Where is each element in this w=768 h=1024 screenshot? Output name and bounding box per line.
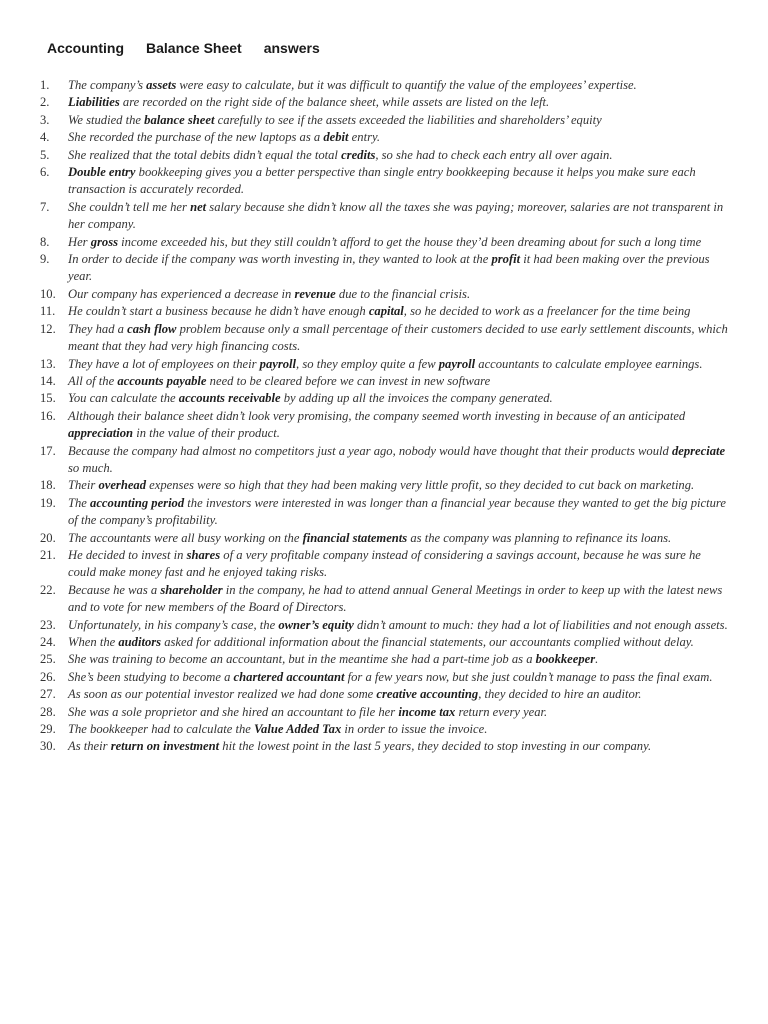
item-number: 22. [40, 582, 56, 597]
sentence-text: The bookkeeper had to calculate the [68, 722, 255, 737]
list-item [40, 286, 730, 303]
sentence-text: They have a lot of employees on their [68, 356, 260, 371]
item-number: 24. [40, 635, 56, 649]
answer-term: bookkeeper [535, 652, 596, 667]
sentence-text: She couldn’t tell me her [68, 199, 191, 214]
item-number: 18. [40, 478, 56, 493]
list-item [40, 530, 730, 547]
sentence-text: She’s been studying to become a [68, 669, 234, 684]
sentence-text: The accountants were all busy working on the [68, 530, 303, 545]
item-sentence [68, 303, 730, 320]
item-number: 13. [40, 356, 56, 371]
list-item [40, 251, 730, 286]
sentence-text: She recorded the purchase of the new laptops as a [68, 130, 324, 145]
answer-term: overhead [98, 478, 147, 493]
list-item [40, 94, 730, 111]
item-sentence [68, 321, 730, 356]
item-sentence [68, 94, 730, 111]
item-number: 15. [40, 391, 56, 406]
answer-term: creative accounting [376, 687, 479, 702]
item-sentence [68, 704, 730, 721]
answer-term: accounting period [90, 495, 185, 510]
list-item [40, 356, 730, 373]
sentence-text: In order to decide if the company was worth investing in, they wanted to look at the [68, 252, 492, 267]
answer-term: payroll [259, 356, 297, 371]
answer-term: shares [186, 547, 221, 562]
list-item [40, 477, 730, 494]
sentence-text: The [68, 495, 91, 510]
answer-term: Value Added Tax [254, 722, 342, 737]
sentence-text: The company’s [68, 78, 147, 92]
sentence-text: , so they employ quite a few [296, 356, 439, 371]
item-sentence [68, 738, 730, 755]
sentence-text: He decided to invest in [68, 547, 187, 562]
sentence-text: for a few years now, but she just couldn’t manage to pass the final exam. [344, 669, 713, 684]
item-number: 14. [40, 373, 56, 388]
list-item [40, 164, 730, 199]
item-number: 27. [40, 687, 56, 702]
answer-term: capital [368, 304, 404, 319]
item-sentence [68, 617, 730, 634]
list-item [40, 443, 730, 478]
list-item [40, 617, 730, 634]
item-sentence [68, 286, 730, 303]
list-item [40, 112, 730, 129]
answer-term: profit [491, 252, 521, 267]
list-item [40, 582, 730, 617]
item-sentence [68, 547, 730, 582]
page-title [47, 40, 320, 56]
sentence-text: Because the company had almost no competitors just a year ago, nobody would have thought that their products would [68, 443, 672, 458]
answer-term: net [190, 199, 207, 214]
answer-term: revenue [294, 286, 336, 301]
item-number: 19. [40, 495, 56, 510]
answer-term: income tax [398, 704, 456, 719]
sentence-text: bookkeeping gives you a better perspective than single entry bookkeeping because it helps you make sure each transaction is accurately recorded. [68, 165, 696, 197]
sentence-text: She realized that the total debits didn’t equal the total [68, 147, 342, 162]
title-word-answers: answers [263, 40, 320, 56]
answer-term: return on investment [110, 739, 220, 754]
answer-term: shareholder [160, 582, 223, 597]
list-item [40, 147, 730, 164]
sentence-text: as the company was planning to refinance its loans. [407, 530, 672, 545]
item-sentence [68, 651, 730, 668]
answer-term: cash flow [127, 321, 177, 336]
item-sentence [68, 634, 730, 651]
item-number: 20. [40, 530, 56, 545]
answer-term: Double entry [68, 165, 136, 180]
item-sentence [68, 112, 730, 129]
answer-term: gross [90, 234, 119, 249]
item-sentence [68, 251, 730, 286]
item-number: 11. [40, 304, 56, 319]
sentence-text: Unfortunately, in his company’s case, the [68, 617, 279, 632]
sentence-text: Her [68, 234, 91, 249]
sentence-text: , they decided to hire an auditor. [478, 687, 642, 702]
list-item [40, 321, 730, 356]
sentence-text: As their [68, 739, 111, 754]
item-sentence [68, 164, 730, 199]
list-item [40, 651, 730, 668]
sentence-text: were easy to calculate, but it was difficult to quantify the value of the employees’ expertise. [176, 78, 637, 92]
item-number: 23. [40, 617, 56, 632]
item-sentence [68, 356, 730, 373]
sentence-text: , so she had to check each entry all over again. [375, 147, 613, 162]
item-sentence [68, 686, 730, 703]
sentence-text: All of the [68, 373, 118, 388]
list-item [40, 547, 730, 582]
sentence-text: You can calculate the [68, 391, 179, 406]
item-number: 10. [40, 286, 56, 301]
answer-term: accounts receivable [178, 391, 281, 406]
sentence-text: They had a [68, 321, 128, 336]
item-number: 9. [40, 252, 50, 267]
item-sentence [68, 129, 730, 146]
sentence-text: Because he was a [68, 582, 161, 597]
item-number: 28. [40, 704, 56, 719]
item-number: 26. [40, 669, 56, 684]
answer-term: accounts payable [117, 373, 207, 388]
sentence-text: in the company, he had to attend annual General Meetings in order to keep up with the latest news and to vote for new members of the Board of Directors. [68, 582, 723, 615]
sentence-text: She was a sole proprietor and she hired an accountant to file her [68, 704, 399, 719]
item-sentence [68, 669, 730, 686]
sentence-text: need to be cleared before we can invest in new software [206, 373, 491, 388]
item-number: 8. [40, 234, 50, 249]
item-sentence [68, 234, 730, 251]
sentence-text: entry. [348, 130, 381, 145]
list-item [40, 495, 730, 530]
list-item [40, 234, 730, 251]
list-item [40, 390, 730, 407]
item-number: 6. [40, 165, 50, 180]
sentence-text: of a very profitable company instead of considering a savings account, because he was sure he could make money fast and he enjoyed taking risks. [68, 547, 701, 580]
list-item [40, 686, 730, 703]
item-number: 4. [40, 130, 50, 145]
sentence-text: He couldn’t start a business because he didn’t have enough [68, 304, 369, 319]
sentence-text: return every year. [455, 704, 548, 719]
sentence-text: carefully to see if the assets exceeded the liabilities and shareholders’ equity [214, 112, 602, 127]
item-number: 30. [40, 739, 56, 754]
sentence-text: by adding up all the invoices the company generated. [280, 391, 553, 406]
sentence-text: asked for additional information about the financial statements, our accountants complied without delay. [161, 635, 694, 649]
sentence-text: . [595, 652, 599, 667]
item-sentence [68, 582, 730, 617]
item-number: 29. [40, 722, 56, 737]
answer-term: chartered accountant [233, 669, 345, 684]
item-sentence [68, 530, 730, 547]
answer-term: auditors [118, 635, 162, 649]
item-number: 3. [40, 112, 50, 127]
answer-term: balance sheet [144, 112, 215, 127]
sentence-text: hit the lowest point in the last 5 years, they decided to stop investing in our company. [219, 739, 652, 754]
item-sentence [68, 721, 730, 738]
sentence-text: Their [68, 478, 99, 493]
answer-term: depreciate [671, 443, 726, 458]
item-number: 2. [40, 95, 50, 110]
sentence-text: When the [68, 635, 119, 649]
list-item [40, 129, 730, 146]
item-sentence [68, 373, 730, 390]
item-sentence [68, 199, 730, 234]
item-number: 1. [40, 78, 50, 92]
sentence-text: salary because she didn’t know all the taxes she was paying; moreover, salaries are not transparent in her company. [68, 199, 724, 232]
sentence-text: so much. [68, 460, 113, 475]
item-number: 7. [40, 199, 50, 214]
answer-term: payroll [438, 356, 476, 371]
item-sentence [68, 477, 730, 494]
list-item [40, 303, 730, 320]
sentence-text: accountants to calculate employee earnings. [475, 356, 703, 371]
answer-term: debit [323, 130, 349, 145]
title-word-accounting: Accounting [47, 40, 124, 56]
sentence-text: As soon as our potential investor realized we had done some [68, 687, 377, 702]
item-sentence [68, 390, 730, 407]
sentence-text: are recorded on the right side of the balance sheet, while assets are listed on the left. [119, 95, 550, 110]
sentence-text: in the value of their product. [133, 426, 280, 441]
sentence-text: it had been making over the previous year. [68, 252, 710, 284]
title-word-balance-sheet: Balance Sheet [146, 40, 242, 56]
sentence-text: income exceeded his, but they still couldn’t afford to get the house they’d been dreaming about for such a long time [118, 234, 702, 249]
sentence-text: Our company has experienced a decrease in [68, 286, 295, 301]
sentence-text: , so he decided to work as a freelancer for the time being [403, 304, 691, 319]
item-number: 17. [40, 443, 56, 458]
item-sentence [68, 495, 730, 530]
item-number: 21. [40, 547, 56, 562]
answer-term: Liabilities [68, 95, 120, 110]
item-number: 12. [40, 321, 56, 336]
item-sentence [68, 443, 730, 478]
answer-term: financial statements [302, 530, 408, 545]
sentence-text: due to the financial crisis. [335, 286, 471, 301]
item-sentence [68, 77, 730, 94]
answer-term: credits [341, 147, 376, 162]
answer-list [40, 77, 730, 756]
sentence-text: She was training to become an accountant, but in the meantime she had a part-time job as a [68, 652, 536, 667]
list-item [40, 373, 730, 390]
item-sentence [68, 408, 730, 443]
answer-term: assets [146, 78, 177, 92]
list-item [40, 634, 730, 651]
item-number: 25. [40, 652, 56, 667]
list-item [40, 408, 730, 443]
list-item [40, 721, 730, 738]
sentence-text: expenses were so high that they had been making very little profit, so they decided to cut back on marketing. [146, 478, 695, 493]
list-item [40, 704, 730, 721]
item-sentence [68, 147, 730, 164]
list-item [40, 199, 730, 234]
list-item [40, 738, 730, 755]
answer-term: owner’s equity [278, 617, 354, 632]
item-number: 16. [40, 408, 56, 423]
sentence-text: Although their balance sheet didn’t look very promising, the company seemed worth investing in because of an anticipated [68, 408, 686, 423]
list-item [40, 77, 730, 94]
sentence-text: problem because only a small percentage of their customers decided to use early settlement discounts, which meant that they had very high financing costs. [68, 321, 728, 354]
sentence-text: didn’t amount to much: they had a lot of liabilities and not enough assets. [353, 617, 728, 632]
list-item [40, 669, 730, 686]
sentence-text: We studied the [68, 112, 145, 127]
item-number: 5. [40, 147, 50, 162]
sentence-text: in order to issue the invoice. [341, 722, 488, 737]
answer-term: appreciation [68, 426, 134, 441]
sentence-text: the investors were interested in was longer than a financial year because they wanted to get the big picture of the company’s profitability. [68, 495, 726, 528]
